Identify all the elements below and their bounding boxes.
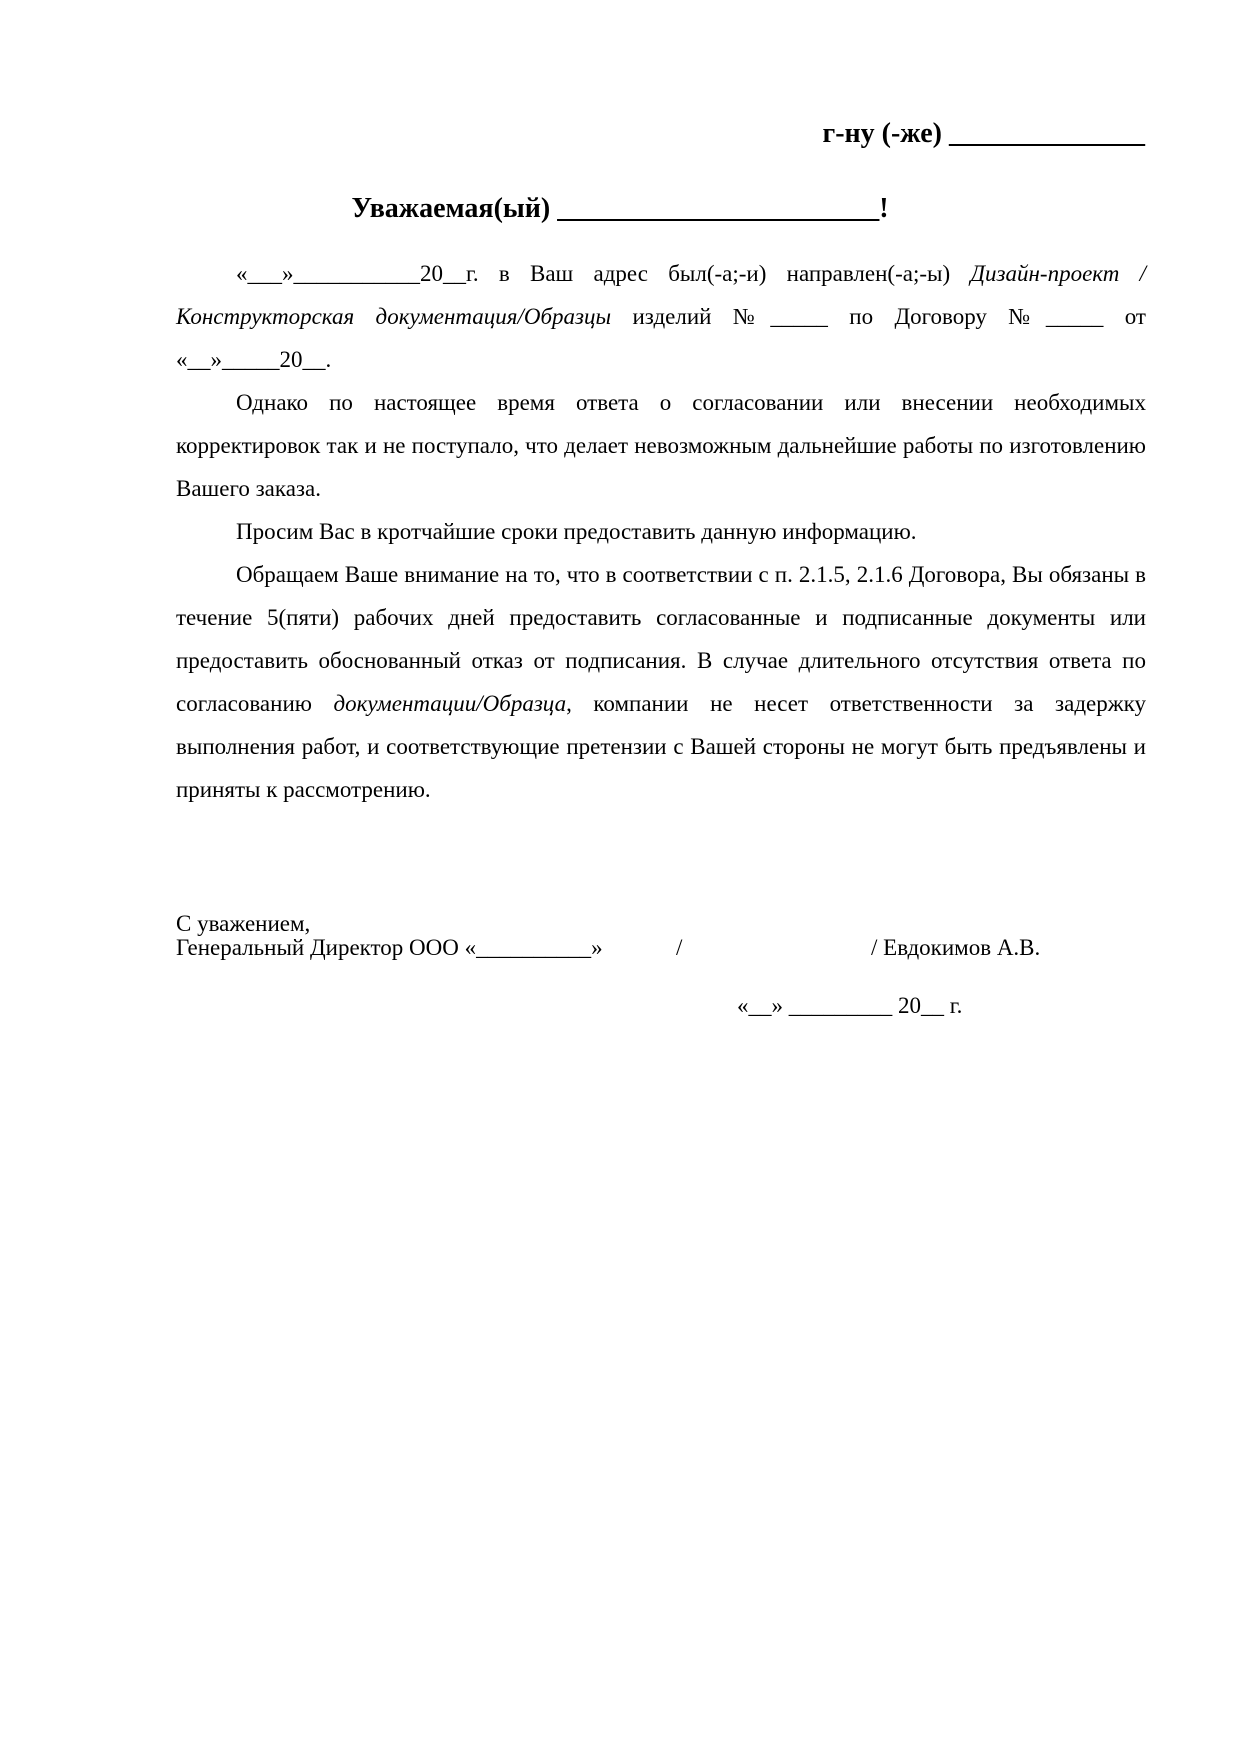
signatory-title: Генеральный Директор ООО «__________» xyxy=(176,935,603,960)
paragraph-1-start: «___»___________20__г. в Ваш адрес был(-а;-и) направлен(-а;-ы) xyxy=(236,261,971,286)
signature-date: «__» _________ 20__ г. xyxy=(737,993,963,1018)
paragraph-1 xyxy=(176,252,1146,381)
paragraph-4-italic: документации/Образца xyxy=(333,691,567,716)
paragraph-3: Просим Вас в кротчайшие сроки предоставить данную информацию. xyxy=(236,519,917,544)
letter-body xyxy=(176,252,1146,811)
addressee-line: г-ну (-же) ______________ xyxy=(822,118,1145,149)
closing-phrase: С уважением, xyxy=(176,911,311,936)
paragraph-4 xyxy=(176,553,1146,811)
paragraph-1-italic: Дизайн-проект / Конструкторская документация/Образцы xyxy=(176,261,1147,329)
paragraph-1-end: изделий №_____ по Договору №_____ от «__»_____20__. xyxy=(176,304,1146,372)
paragraph-4-start: Обращаем Ваше внимание на то, что в соответствии с п. 2.1.5, 2.1.6 Договора, Вы обязаны в течение 5(пяти) рабочих дней предоставить согласованные и подписанные документы или предоставить обоснованный отказ от подписания. В случае длительного отсутствия ответа по согласованию xyxy=(176,562,1146,716)
salutation-line: Уважаемая(ый) _______________________! xyxy=(351,193,889,224)
paragraph-2: Однако по настоящее время ответа о согласовании или внесении необходимых корректировок так и не поступало, что делает невозможным дальнейшие работы по изготовлению Вашего заказа. xyxy=(176,390,1146,501)
paragraph-4-end: , компании не несет ответственности за задержку выполнения работ, и соответствующие претензии с Вашей стороны не могут быть предъявлены и приняты к рассмотрению. xyxy=(176,691,1146,802)
signatory-name: / Евдокимов А.В. xyxy=(871,935,1041,960)
signature-slash-left: / xyxy=(676,935,683,960)
